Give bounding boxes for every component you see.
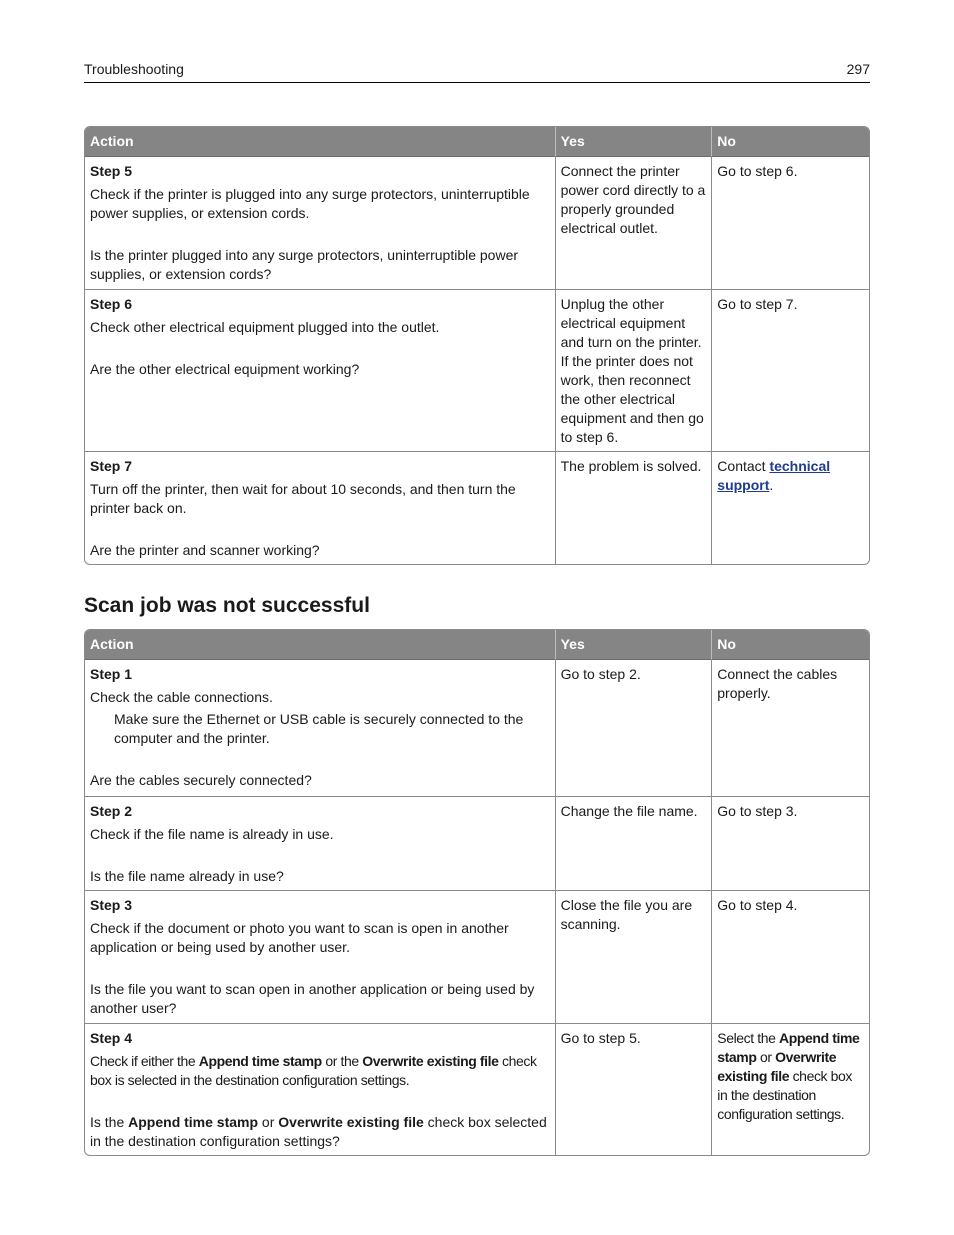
section-heading: Scan job was not successful — [84, 594, 370, 617]
action-cell — [85, 1023, 555, 1155]
table-header-row — [85, 630, 869, 660]
step-sub-instruction: Make sure the Ethernet or USB cable is securely connected to the computer and the printer. — [114, 711, 524, 746]
step-question: Is the Append time stamp or Overwrite existing file check box selected in the destination configuration settings? — [90, 1114, 547, 1149]
table-row — [85, 1023, 869, 1155]
action-cell — [85, 890, 555, 1023]
no-text-suffix: . — [769, 477, 774, 493]
table-row — [85, 289, 869, 451]
table-row — [85, 796, 869, 890]
yes-cell: Close the file you are scanning. — [555, 890, 712, 1023]
step-label: Step 6 — [90, 296, 133, 312]
step-instruction: Check other electrical equipment plugged into the outlet. — [90, 319, 440, 335]
step-instruction: Check if the document or photo you want to scan is open in another application or being used by another user. — [90, 920, 509, 955]
no-cell: Go to step 6. — [711, 157, 869, 289]
column-header-yes: Yes — [555, 630, 712, 660]
column-header-no: No — [711, 630, 869, 660]
step-instruction: Check if the file name is already in use. — [90, 826, 334, 842]
no-cell: Go to step 3. — [711, 796, 869, 890]
step-instruction: Check if the printer is plugged into any surge protectors, uninterruptible power supplies, or extension cords. — [90, 186, 530, 221]
action-cell — [85, 796, 555, 890]
no-cell: Go to step 4. — [711, 890, 869, 1023]
action-cell — [85, 289, 555, 451]
step-instruction: Check the cable connections. — [90, 689, 273, 705]
yes-cell: Unplug the other electrical equipment and turn on the printer. If the printer does not work, then reconnect the other electrical equipment and then go to step 6. — [555, 289, 712, 451]
yes-cell: Change the file name. — [555, 796, 712, 890]
no-cell — [711, 451, 869, 564]
step-instruction: Check if either the Append time stamp or the Overwrite existing file check box is selected in the destination configuration settings. — [90, 1053, 537, 1088]
technical-support-link[interactable]: technical support — [717, 458, 831, 493]
no-cell: Go to step 7. — [711, 289, 869, 451]
yes-cell: Go to step 2. — [555, 660, 712, 796]
step-instruction: Turn off the printer, then wait for about 10 seconds, and then turn the printer back on. — [90, 481, 516, 516]
page-header — [84, 58, 870, 83]
step-question: Is the printer plugged into any surge protectors, uninterruptible power supplies, or extension cords? — [90, 247, 519, 282]
yes-cell: Go to step 5. — [555, 1023, 712, 1155]
table-header-row — [85, 127, 869, 157]
action-cell — [85, 660, 555, 796]
running-section-title: Troubleshooting — [84, 61, 184, 77]
step-label: Step 7 — [90, 458, 133, 474]
table-row — [85, 157, 869, 289]
step-label: Step 3 — [90, 897, 133, 913]
action-cell — [85, 157, 555, 289]
page-number: 297 — [846, 61, 870, 77]
scan-job-troubleshooting-table — [84, 629, 870, 1156]
column-header-yes: Yes — [555, 127, 712, 157]
troubleshooting-table-continued — [84, 126, 870, 565]
table-row — [85, 451, 869, 564]
yes-cell: The problem is solved. — [555, 451, 712, 564]
table-row — [85, 890, 869, 1023]
step-label: Step 1 — [90, 666, 133, 682]
column-header-no: No — [711, 127, 869, 157]
step-question: Is the file you want to scan open in another application or being used by another user? — [90, 981, 535, 1016]
column-header-action: Action — [85, 630, 555, 660]
no-text-prefix: Contact — [717, 458, 770, 474]
table-row — [85, 660, 869, 796]
step-question: Is the file name already in use? — [90, 868, 284, 884]
step-question: Are the printer and scanner working? — [90, 542, 320, 558]
step-question: Are the other electrical equipment working? — [90, 361, 360, 377]
step-label: Step 4 — [90, 1030, 133, 1046]
column-header-action: Action — [85, 127, 555, 157]
action-cell — [85, 451, 555, 564]
yes-cell: Connect the printer power cord directly to a properly grounded electrical outlet. — [555, 157, 712, 289]
step-label: Step 2 — [90, 803, 133, 819]
step-label: Step 5 — [90, 163, 133, 179]
no-cell: Select the Append time stamp or Overwrite existing file check box in the destination configuration settings. — [711, 1023, 869, 1155]
step-question: Are the cables securely connected? — [90, 772, 312, 788]
no-cell: Connect the cables properly. — [711, 660, 869, 796]
